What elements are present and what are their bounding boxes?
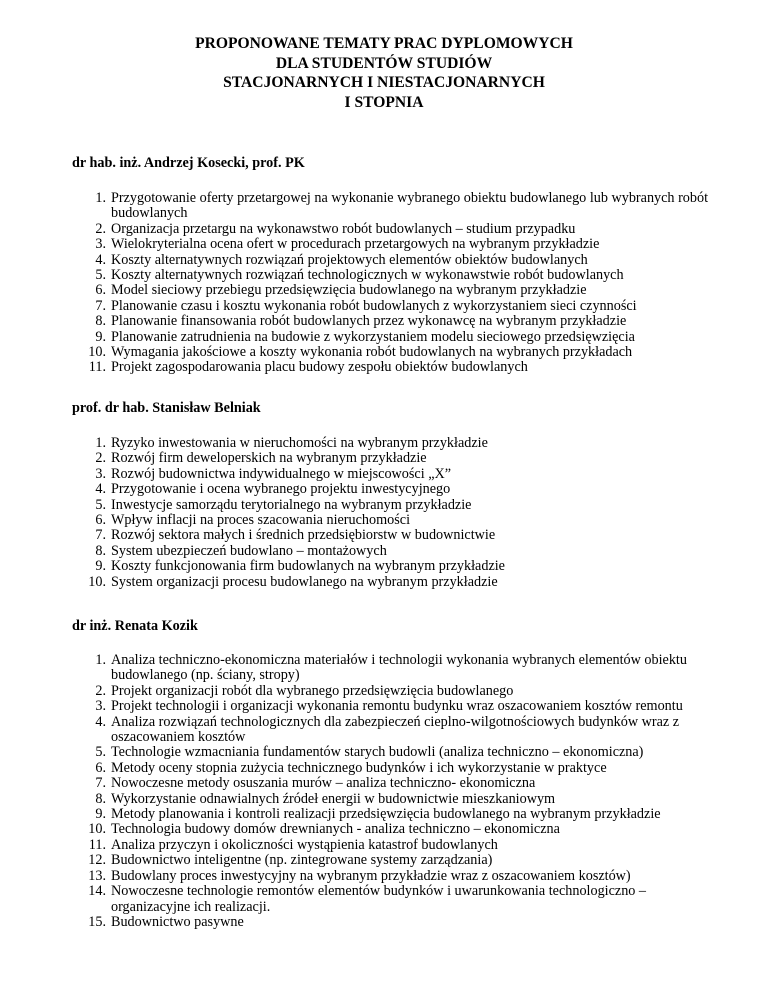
topic-list — [0, 191, 711, 376]
topic-number: 5. — [95, 267, 106, 284]
topic-item — [0, 699, 711, 714]
topic-text: Organizacja przetargu na wykonawstwo robót budowlanych – studium przypadku — [111, 220, 576, 237]
topic-text: Ryzyko inwestowania w nieruchomości na wybranym przykładzie — [111, 435, 488, 451]
supervisor-heading: prof. dr hab. Stanisław Belniak — [72, 400, 261, 416]
topic-number: 1. — [95, 652, 106, 668]
topic-text: Planowanie finansowania robót budowlanych przez wykonawcę na wybranym przykładzie — [111, 313, 627, 330]
topic-text: Koszty alternatywnych rozwiązań technologicznych w wykonawstwie robót budowlanych — [111, 267, 624, 284]
topic-text: Wielokryterialna ocena ofert w procedurach przetargowych na wybranym przykładzie — [111, 236, 600, 253]
topic-number: 15. — [88, 913, 106, 930]
topic-item — [0, 761, 711, 776]
topic-item — [0, 253, 711, 268]
topic-item — [0, 222, 711, 237]
topic-text: Nowoczesne metody osuszania murów – analiza techniczno- ekonomiczna — [111, 775, 536, 792]
topic-text: Budownictwo pasywne — [111, 913, 244, 930]
topic-number: 14. — [88, 883, 106, 900]
title-line: PROPONOWANE TEMATY PRAC DYPLOMOWYCH — [195, 35, 573, 52]
topic-item — [0, 436, 711, 451]
topic-text: Analiza przyczyn i okoliczności wystąpienia katastrof budowlanych — [111, 836, 498, 853]
topic-number: 8. — [95, 313, 106, 330]
topic-text: System ubezpieczeń budowlano – montażowych — [111, 542, 387, 559]
topic-item — [0, 528, 711, 543]
topic-item — [0, 653, 711, 684]
topic-item — [0, 715, 711, 746]
topic-text: Wykorzystanie odnawialnych źródeł energii w budownictwie mieszkaniowym — [111, 790, 556, 807]
topic-number: 7. — [95, 775, 106, 792]
topic-text: Planowanie zatrudnienia na budowie z wykorzystaniem modelu sieciowego przedsięwzięcia — [111, 328, 635, 345]
topic-text: Analiza rozwiązań technologicznych dla zabezpieczeń cieplno-wilgotnościowych budynków wraz z oszacowaniem kosztów — [111, 713, 680, 746]
topic-number: 6. — [95, 512, 106, 529]
topic-text: Technologie wzmacniania fundamentów starych budowli (analiza techniczno – ekonomiczna) — [111, 744, 644, 761]
topic-item — [0, 575, 711, 590]
topic-text: Metody planowania i kontroli realizacji przedsięwzięcia budowlanego na wybranym przykładzie — [111, 806, 661, 823]
topic-item — [0, 807, 716, 822]
topic-text: Analiza techniczno-ekonomiczna materiałów i technologii wykonania wybranych elementów obiektu budowlanego (np. ściany, stropy) — [111, 652, 687, 684]
topic-item — [0, 915, 711, 930]
topic-text: Projekt technologii i organizacji wykonania remontu budynku wraz oszacowaniem kosztów remontu — [111, 698, 683, 715]
topic-number: 8. — [95, 542, 106, 559]
topic-item — [0, 559, 711, 574]
topic-number: 8. — [95, 790, 106, 807]
topic-text: Przygotowanie oferty przetargowej na wykonanie wybranego obiektu budowlanego lub wybranych robót budowlanych — [111, 190, 709, 222]
topic-item — [0, 283, 711, 298]
document-title — [0, 34, 768, 112]
topic-item — [0, 684, 711, 699]
topic-text: Inwestycje samorządu terytorialnego na wybranym przykładzie — [111, 496, 472, 513]
supervisor-heading: dr hab. inż. Andrzej Kosecki, prof. PK — [72, 155, 305, 171]
topic-item — [0, 745, 711, 760]
topic-text: Technologia budowy domów drewnianych - analiza techniczno – ekonomiczna — [111, 821, 560, 838]
topic-item — [0, 869, 711, 884]
topic-item — [0, 513, 711, 528]
topic-number: 5. — [95, 496, 106, 513]
supervisor-heading: dr inż. Renata Kozik — [72, 618, 198, 634]
topic-number: 7. — [95, 527, 106, 544]
topic-item — [0, 268, 711, 283]
topic-item — [0, 482, 711, 497]
topic-item — [0, 544, 711, 559]
topic-item — [0, 360, 711, 375]
topic-text: Wpływ inflacji na proces szacowania nieruchomości — [111, 512, 411, 529]
topic-text: Nowoczesne technologie remontów elementów budynków i uwarunkowania technologiczno – organizacyjne ich realizacji. — [111, 883, 647, 915]
topic-text: Metody oceny stopnia zużycia technicznego budynków i ich wykorzystanie w praktyce — [111, 759, 607, 776]
topic-text: Budowlany proces inwestycyjny na wybranym przykładzie wraz z oszacowaniem kosztów) — [111, 867, 631, 884]
topic-number: 2. — [95, 220, 106, 237]
topic-text: System organizacji procesu budowlanego na wybranym przykładzie — [111, 573, 498, 590]
topic-item — [0, 237, 711, 252]
topic-number: 2. — [95, 682, 106, 699]
topic-text: Planowanie czasu i kosztu wykonania robót budowlanych z wykorzystaniem sieci czynności — [111, 297, 637, 314]
topic-number: 4. — [95, 713, 106, 730]
topic-item — [0, 314, 711, 329]
topic-number: 9. — [95, 558, 106, 575]
topic-number: 3. — [95, 236, 106, 253]
topic-item — [0, 191, 711, 222]
topic-text: Budownictwo inteligentne (np. zintegrowane systemy zarządzania) — [111, 852, 493, 869]
topic-number: 3. — [95, 465, 106, 482]
topic-item — [0, 884, 711, 915]
topic-text: Rozwój firm deweloperskich na wybranym przykładzie — [111, 450, 427, 467]
topic-text: Projekt zagospodarowania placu budowy zespołu obiektów budowlanych — [111, 359, 528, 376]
topic-text: Model sieciowy przebiegu przedsięwzięcia budowlanego na wybranym przykładzie — [111, 282, 587, 299]
topic-number: 4. — [95, 481, 106, 498]
topic-item — [0, 330, 711, 345]
topic-item — [0, 498, 711, 513]
topic-number: 4. — [95, 251, 106, 268]
topic-number: 6. — [95, 282, 106, 299]
topic-list — [0, 436, 711, 590]
topic-text: Projekt organizacji robót dla wybranego przedsięwzięcia budowlanego — [111, 682, 514, 699]
topic-number: 5. — [95, 744, 106, 761]
topic-number: 1. — [95, 190, 106, 206]
topic-number: 13. — [88, 867, 106, 884]
topic-item — [0, 792, 711, 807]
topic-text: Koszty funkcjonowania firm budowlanych na wybranym przykładzie — [111, 558, 505, 575]
topic-item — [0, 838, 711, 853]
topic-item — [0, 345, 711, 360]
topic-text: Rozwój sektora małych i średnich przedsiębiorstw w budownictwie — [111, 527, 496, 544]
topic-text: Rozwój budownictwa indywidualnego w miejscowości „X” — [111, 465, 452, 482]
topic-text: Koszty alternatywnych rozwiązań projektowych elementów obiektów budowlanych — [111, 251, 588, 268]
topic-item — [0, 822, 711, 837]
title-line: STACJONARNYCH I NIESTACJONARNYCH — [223, 74, 545, 91]
topic-number: 11. — [88, 359, 106, 376]
topic-item — [0, 776, 711, 791]
topic-number: 12. — [88, 852, 106, 869]
topic-number: 2. — [95, 450, 106, 467]
topic-number: 3. — [95, 698, 106, 715]
topic-item — [0, 451, 711, 466]
topic-text: Wymagania jakościowe a koszty wykonania robót budowlanych na wybranych przykładach — [111, 344, 633, 361]
topic-text: Przygotowanie i ocena wybranego projektu inwestycyjnego — [111, 481, 451, 498]
topic-number: 10. — [88, 573, 106, 590]
topic-item — [0, 853, 711, 868]
topic-number: 6. — [95, 759, 106, 776]
topic-item — [0, 299, 711, 314]
topic-number: 11. — [88, 836, 106, 853]
topic-number: 10. — [88, 344, 106, 361]
title-line: DLA STUDENTÓW STUDIÓW — [275, 54, 493, 72]
topic-list — [0, 653, 716, 930]
topic-number: 1. — [95, 435, 106, 451]
title-line: I STOPNIA — [344, 93, 424, 111]
topic-number: 10. — [88, 821, 106, 838]
topic-number: 9. — [95, 806, 106, 823]
topic-item — [0, 467, 711, 482]
topic-number: 9. — [95, 328, 106, 345]
topic-number: 7. — [95, 297, 106, 314]
